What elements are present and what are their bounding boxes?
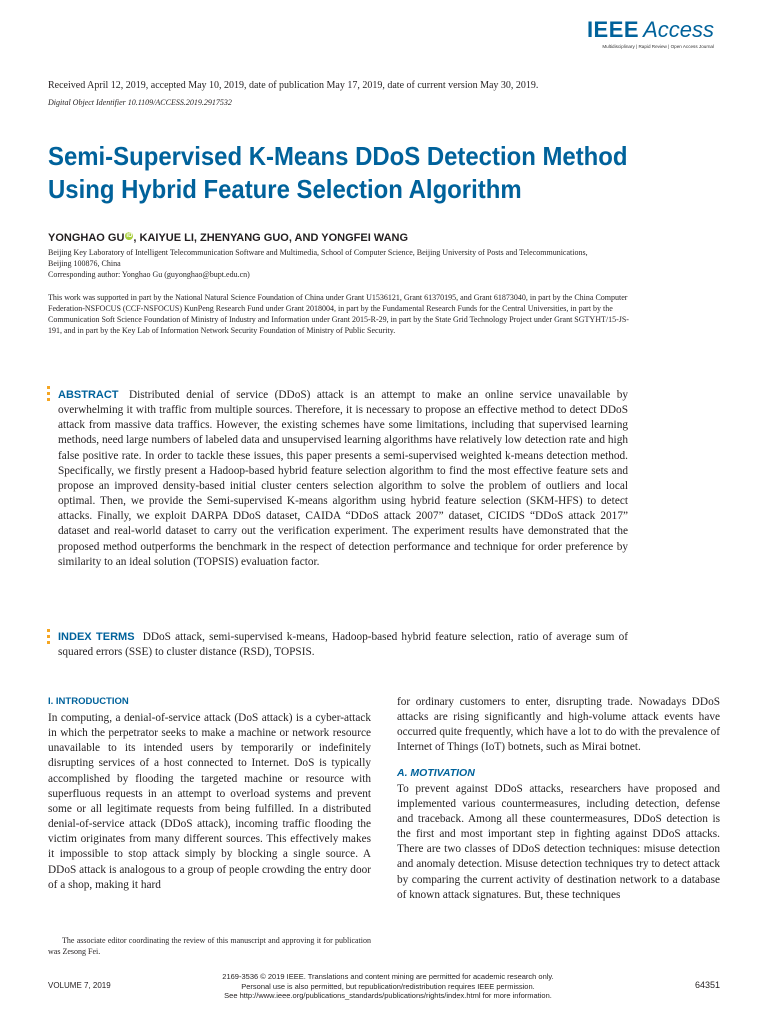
doi-link[interactable]: Digital Object Identifier 10.1109/ACCESS.2019.2917532 [48, 98, 232, 107]
received-dates: Received April 12, 2019, accepted May 10, 2019, date of publication May 17, 2019, date of current version May 30, 2019. [48, 80, 539, 91]
paper-title [48, 140, 637, 206]
corresponding-author: Corresponding author: Yonghao Gu (guyonghao@bupt.edu.cn) [48, 270, 250, 279]
title-line-2: Using Hybrid Feature Selection Algorithm [48, 174, 522, 204]
copyright-line-1: 2169-3536 © 2019 IEEE. Translations and content mining are permitted for academic research only. [222, 972, 554, 981]
abstract [58, 388, 628, 570]
copyright-line-3[interactable]: See http://www.ieee.org/publications_standards/publications/rights/index.html for more information. [224, 991, 552, 1000]
section-heading: I. INTRODUCTION [48, 696, 129, 707]
author-list [48, 232, 408, 244]
index-terms-text: DDoS attack, semi-supervised k-means, Hadoop-based hybrid feature selection, ratio of average sum of squared errors (SSE) to cluster distance (RSD), TOPSIS. [58, 631, 628, 659]
page-number: 64351 [694, 980, 720, 990]
index-terms-marker-icon [47, 629, 50, 647]
subsection-heading: A. MOTIVATION [397, 766, 475, 779]
volume-info: VOLUME 7, 2019 [48, 981, 111, 990]
copyright-notice [198, 972, 578, 1001]
right-column [397, 695, 720, 903]
affiliation: Beijing Key Laboratory of Intelligent Telecommunication Software and Multimedia, School of Computer Science, Beijing University of Posts and Telecommunications, Beijing 100876, China [48, 248, 588, 268]
author-first: YONGHAO GU [48, 232, 125, 244]
logo-brand: IEEE [586, 17, 640, 42]
abstract-text: Distributed denial of service (DDoS) attack is an attempt to make an online service unavailable by overwhelming it with traffic from multiple sources. Therefore, it is necessary to propose an effective method to detect DDoS attack from massive data traffics. However, the existing schemes have some limitations, including that supervised learning methods, need large numbers of labeled data and unsupervised learning algorithms have relatively low detection rate and high false positive rate. In order to tackle these issues, this paper presents a semi-supervised weighted k-means detection method. Specifically, we firstly present a Hadoop-based hybrid feature selection algorithm to find the most effective feature sets and propose an improved density-based initial cluster centers selection algorithm to solve the problem of outliers and local optimal. Then, we provide the Semi-supervised K-means algorithm using hybrid feature selection (SKM-HFS) to detect attacks. Finally, we exploit DARPA DDoS dataset, CAIDA “DDoS attack 2007” dataset, CICIDS “DDoS attack 2017” dataset and real-world dataset to carry out the verification experiment. The experiment results have demonstrated that the proposed method outperforms the benchmark in the respect of detection performance and technique for order preference by similarity to an ideal solution (TOPSIS) evaluation factor. [58, 389, 629, 568]
logo-name: Access [643, 17, 714, 42]
abstract-marker-icon [47, 386, 50, 404]
editor-footnote: The associate editor coordinating the review of this manuscript and approving it for publication was Zesong Fei. [48, 936, 371, 956]
abstract-label: ABSTRACT [58, 389, 119, 401]
title-line-1: Semi-Supervised K-Means DDoS Detection Method [48, 141, 628, 171]
intro-paragraph-continued: for ordinary customers to enter, disrupting trade. Nowadays DDoS attacks are rising significantly and high-volume attack events have occurred quite frequently, which have a lot to do with the prevalence of Internet of Things (IoT) botnets, such as Mirai botnet. [397, 696, 720, 754]
logo-tagline: Multidisciplinary | Rapid Review | Open Access Journal [602, 44, 714, 49]
index-terms-label: INDEX TERMS [58, 631, 135, 643]
left-column [48, 695, 371, 893]
copyright-line-2: Personal use is also permitted, but republication/redistribution requires IEEE permission. [241, 981, 535, 991]
funding-statement: This work was supported in part by the National Natural Science Foundation of China under Grant U1536121, Grant 61370195, and Grant 61873040, in part by the China Computer Federation-NSFOCUS (CCF-NSFOCUS) KunPeng Research Fund under Grant 2018004, in part by the Fundamental Research Funds for the Central Universities, in part by the Communication Soft Science Foundation of Ministry of Industry and Information under Grant 2015-R-29, in part by the State Grid Technology Project under Grant SGTYHT/15-JS-191, and in part by the Key Lab of Information Network Security Foundation of Ministry of Public Security. [48, 293, 629, 335]
author-rest: , KAIYUE LI, ZHENYANG GUO, AND YONGFEI WANG [133, 232, 409, 244]
motivation-paragraph: To prevent against DDoS attacks, researchers have proposed and implemented various countermeasures, including detection, defense and traceback. Among all these countermeasures, DDoS detection is the first and most important step in fighting against DDoS attacks. There are two classes of DDoS detection techniques: misuse detection and anomaly detection. Misuse detection techniques try to detect attack by comparing the current activity of destination network to a database of known attack signatures. But, these techniques [397, 782, 720, 901]
orcid-icon[interactable]: iD [126, 233, 133, 239]
intro-paragraph: In computing, a denial-of-service attack (DoS attack) is a cyber-attack in which the perpetrator seeks to make a machine or network resource unavailable to its intended users by temporarily or indefinitely disrupting services of a host connected to Internet. DoS is typically accomplished by flooding the targeted machine or resource with superfluous requests in an attempt to overload systems and prevent some or all legitimate requests from being fulfilled. In a distributed denial-of-service attack (DDoS attack), incoming traffic flooding the victim originates from many different sources. This effectively makes it impossible to stop attack simply by blocking a single source. A DDoS attack is analogous to a group of people crowding the entry door of a shop, making it hard [48, 712, 371, 891]
journal-logo [587, 18, 714, 49]
index-terms [58, 630, 628, 660]
